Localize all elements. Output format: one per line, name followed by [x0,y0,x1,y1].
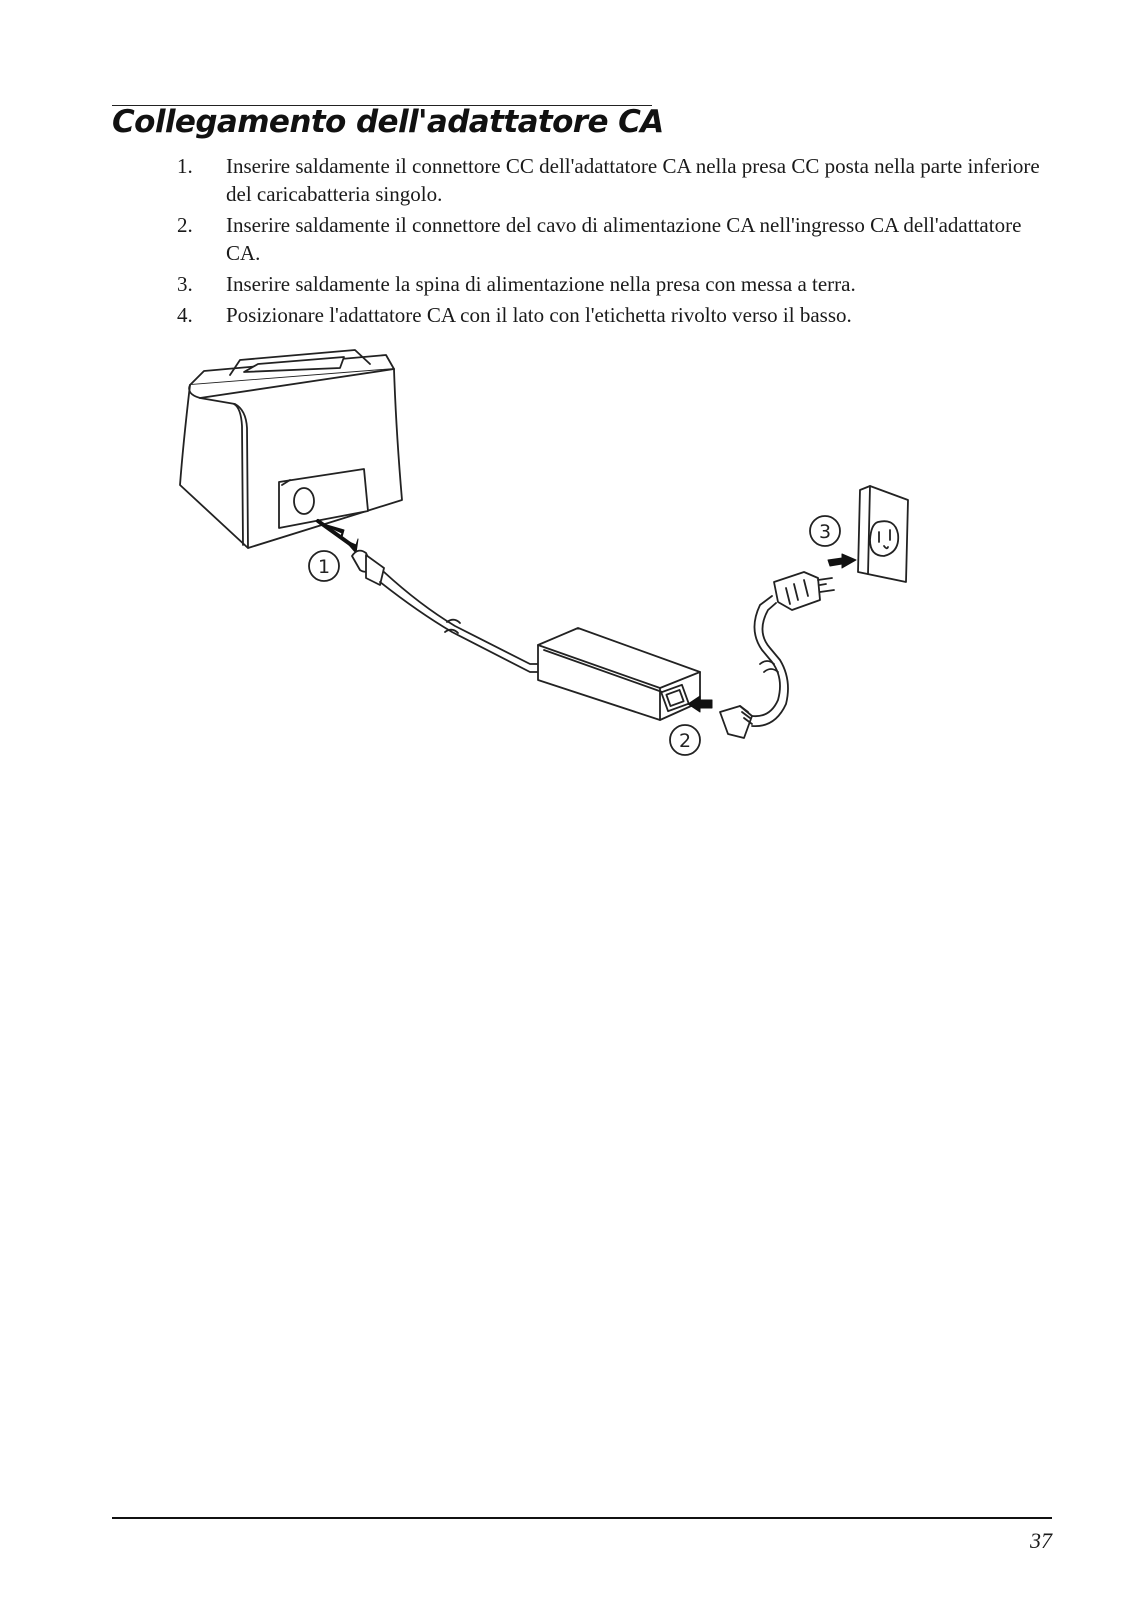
ac-adapter-illustration [538,628,700,720]
step-text: Posizionare l'adattatore CA con il lato con l'etichetta rivolto verso il basso. [226,303,852,327]
step-number: 1. [177,154,193,178]
step-item [0,270,1129,298]
charger-cradle-illustration [180,350,402,548]
step-number: 4. [177,303,193,327]
insert-arrow-3 [828,554,856,568]
dc-plug-cable-illustration [352,551,538,672]
callout-2-label: 2 [678,730,692,752]
callout-1-label: 1 [317,556,331,578]
step-item [0,301,1129,329]
steps-list [0,152,1129,332]
step-text: Inserire saldamente la spina di alimentazione nella presa con messa a terra. [226,272,856,296]
callout-3-label: 3 [818,521,832,543]
step-text: Inserire saldamente il connettore del cavo di alimentazione CA nell'ingresso CA dell'adattatore CA. [226,213,1022,265]
section-title: Collegamento dell'adattatore CA [112,104,664,140]
ac-power-cord-illustration [720,572,834,738]
step-text: Inserire saldamente il connettore CC dell'adattatore CA nella presa CC posta nella parte inferiore del caricabatteria singolo. [226,154,1040,206]
wall-outlet-illustration [858,486,908,582]
step-number: 3. [177,272,193,296]
step-number: 2. [177,213,193,237]
connection-illustration [170,338,940,788]
step-item [0,152,1129,208]
footer-rule [112,1517,1052,1519]
step-item [0,211,1129,267]
page-number: 37 [1030,1528,1052,1553]
